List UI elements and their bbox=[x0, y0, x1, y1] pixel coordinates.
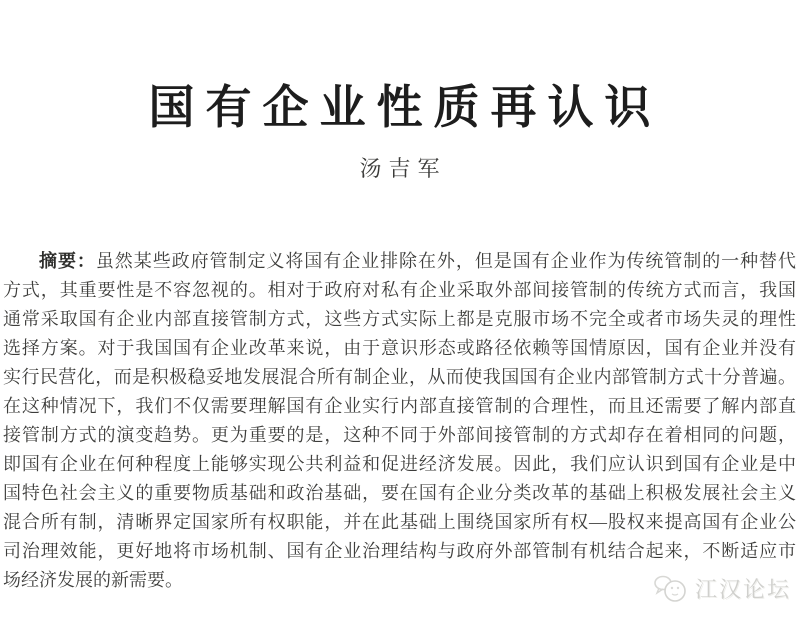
abstract-line: 在这种情况下，我们不仅需要理解国有企业实行内部直接管制的合理性，而且还需要了解内部直 bbox=[3, 396, 796, 416]
abstract-block bbox=[3, 247, 796, 595]
abstract-line: 场经济发展的新需要。 bbox=[3, 570, 183, 590]
abstract-line: 接管制方式的演变趋势。更为重要的是，这种不同于外部间接管制的方式却存在着相同的问题， bbox=[3, 425, 796, 445]
watermark-label: 江汉论坛 bbox=[694, 577, 791, 602]
paper-title: 国有企业性质再认识 bbox=[148, 81, 662, 133]
abstract-line: 即国有企业在何种程度上能够实现公共利益和促进经济发展。因此，我们应认识到国有企业是中 bbox=[3, 454, 796, 474]
abstract-line: 选择方案。对于我国国有企业改革来说，由于意识形态或路径依赖等国情原因，国有企业并没有 bbox=[3, 338, 796, 358]
abstract-line: 方式，其重要性是不容忽视的。相对于政府对私有企业采取外部间接管制的传统方式而言，我国 bbox=[3, 280, 796, 300]
journal-watermark bbox=[653, 573, 791, 604]
abstract-line bbox=[3, 247, 796, 276]
speech-bubbles-logo-icon bbox=[653, 574, 689, 604]
abstract-line: 通常采取国有企业内部直接管制方式，这些方式实际上都是克服市场不完全或者市场失灵的理性 bbox=[3, 309, 796, 329]
paper-author: 汤吉军 bbox=[359, 156, 447, 181]
abstract-line: 混合所有制，清晰界定国家所有权职能，并在此基础上围绕国家所有权—股权来提高国有企业公 bbox=[3, 512, 796, 532]
abstract-label: 摘要： bbox=[39, 251, 96, 271]
abstract-text: 虽然某些政府管制定义将国有企业排除在外，但是国有企业作为传统管制的一种替代 bbox=[95, 251, 796, 271]
abstract-line: 国特色社会主义的重要物质基础和政治基础，要在国有企业分类改革的基础上积极发展社会主义 bbox=[3, 483, 796, 503]
abstract-line: 实行民营化，而是积极稳妥地发展混合所有制企业，从而使我国国有企业内部管制方式十分普遍。 bbox=[3, 367, 796, 387]
abstract-line: 司治理效能，更好地将市场机制、国有企业治理结构与政府外部管制有机结合起来，不断适应市 bbox=[3, 541, 796, 561]
